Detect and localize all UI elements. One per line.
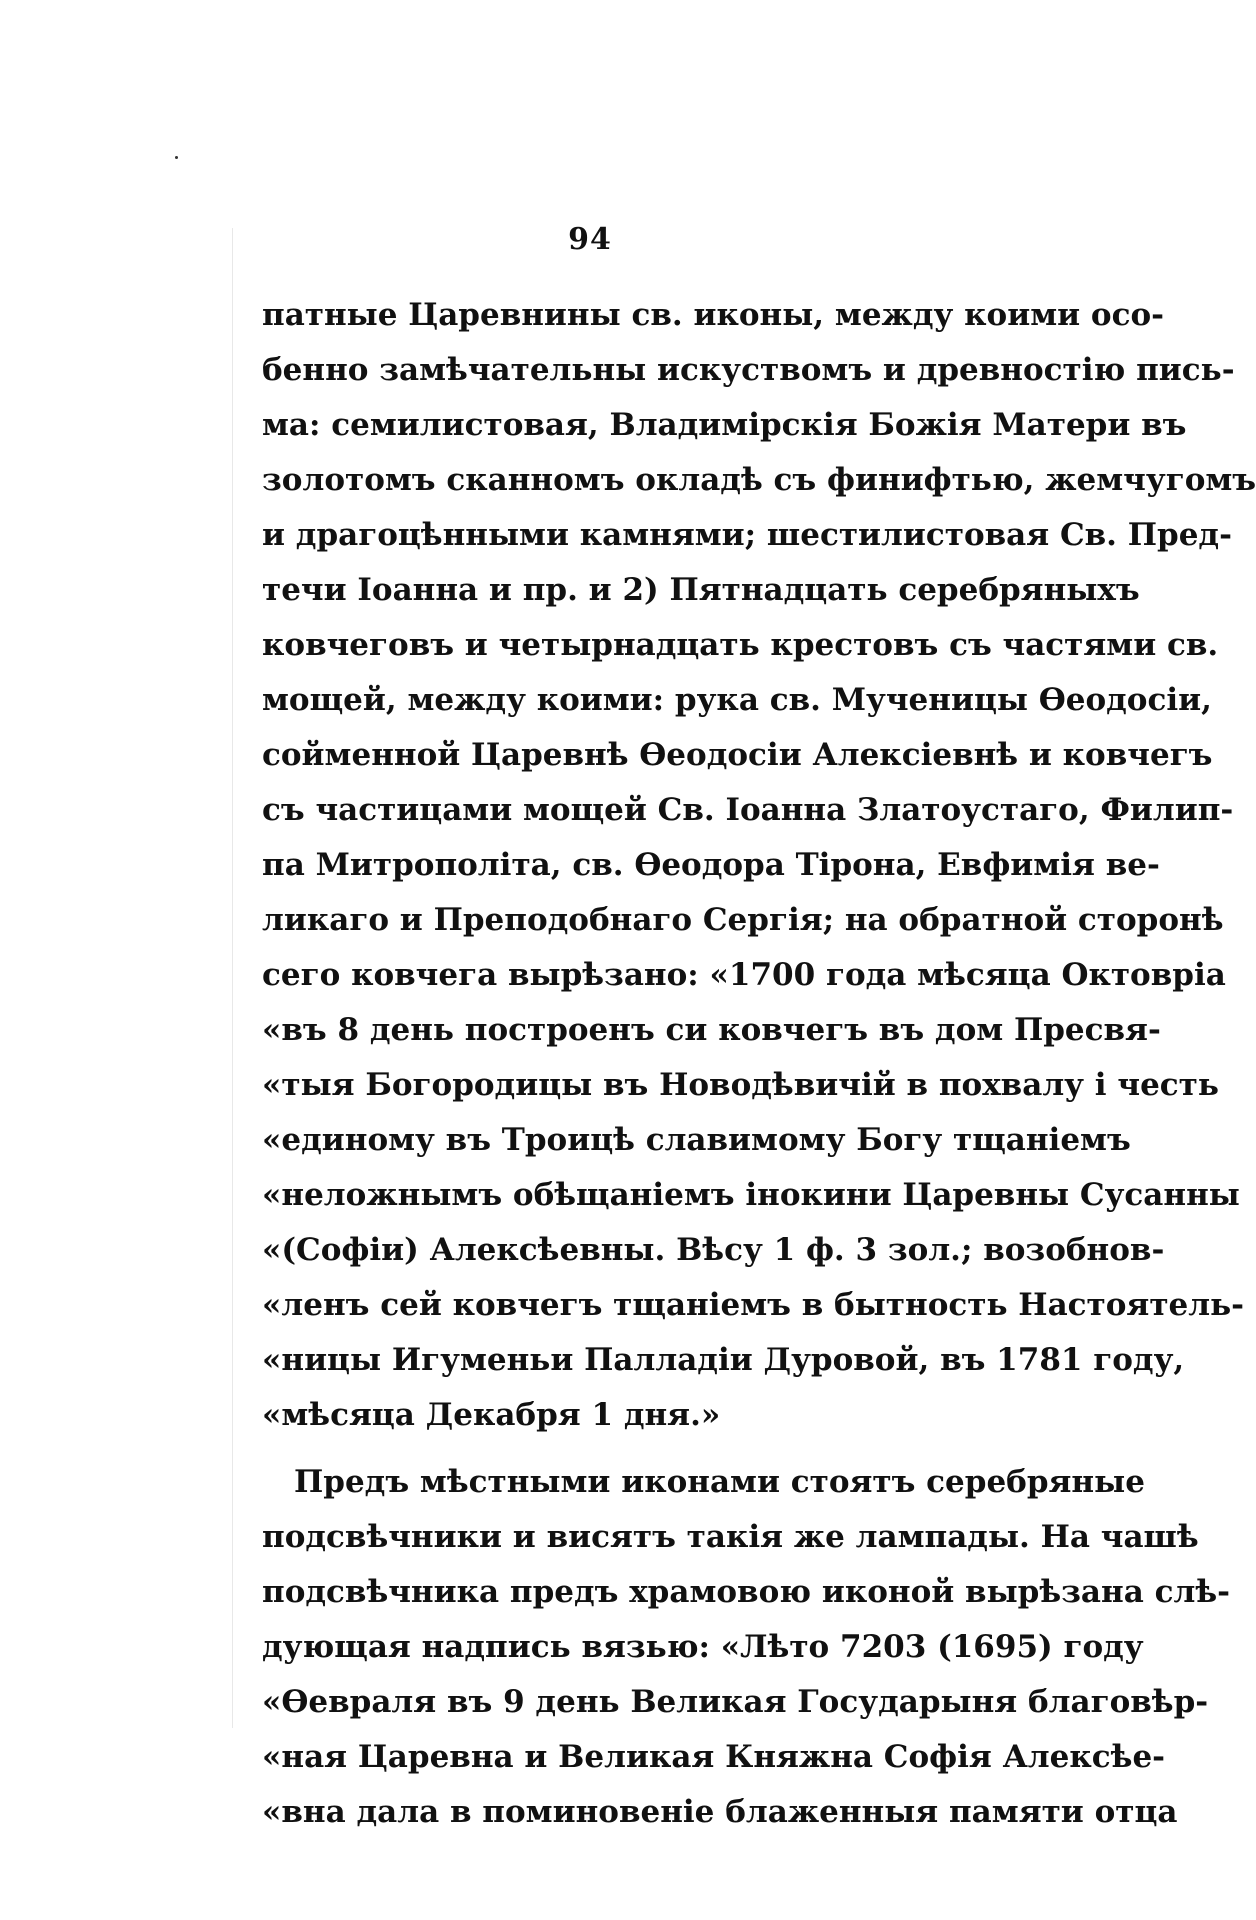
text-line: дующая надпись вязью: «Лѣто 7203 (1695) году xyxy=(262,1629,1144,1665)
text-line: ма: семилистовая, Владимірскія Божія Матери въ xyxy=(262,407,1187,443)
speck xyxy=(175,156,178,159)
text-line: сего ковчега вырѣзано: «1700 года мѣсяца Октовріа xyxy=(262,957,1226,993)
text-line: «мѣсяца Декабря 1 дня.» xyxy=(262,1397,721,1433)
text-line: съ частицами мощей Св. Іоанна Златоустаго, Филип- xyxy=(262,792,1234,828)
text-line: бенно замѣчательны искуствомъ и древностію пись- xyxy=(262,352,1235,388)
text-line: подсвѣчника предъ храмовою иконой вырѣзана слѣ- xyxy=(262,1574,1230,1610)
text-line: «ницы Игуменьи Палладіи Дуровой, въ 1781 году, xyxy=(262,1342,1185,1378)
text-line: Предъ мѣстными иконами стоятъ серебряные xyxy=(294,1464,1145,1500)
text-line: па Митрополіта, св. Өеодора Тірона, Евфимія ве- xyxy=(262,847,1160,883)
text-line: ликаго и Преподобнаго Сергія; на обратной сторонѣ xyxy=(262,902,1224,938)
paragraph-2 xyxy=(262,1455,1230,1840)
text-line: золотомъ сканномъ окладѣ съ финифтью, жемчугомъ xyxy=(262,462,1256,498)
text-line: и драгоцѣнными камнями; шестилистовая Св. Пред- xyxy=(262,517,1232,553)
text-line: «ная Царевна и Великая Княжна Софія Алексѣе- xyxy=(262,1739,1166,1775)
text-line: мощей, между коими: рука св. Мученицы Өеодосіи, xyxy=(262,682,1212,718)
paragraph-gap xyxy=(262,1443,1032,1455)
text-line: «въ 8 день построенъ си ковчегъ въ дом Пресвя- xyxy=(262,1012,1161,1048)
paragraph-1 xyxy=(262,288,1256,1443)
text-line: сойменной Царевнѣ Өеодосіи Алексіевнѣ и ковчегъ xyxy=(262,737,1213,773)
text-line: «единому въ Троицѣ славимому Богу тщаніемъ xyxy=(262,1122,1131,1158)
margin-rule xyxy=(232,228,233,1728)
page-number: 94 xyxy=(568,222,612,257)
text-line: подсвѣчники и висятъ такія же лампады. На чашѣ xyxy=(262,1519,1199,1555)
text-line: «неложнымъ обѣщаніемъ інокини Царевны Сусанны xyxy=(262,1177,1240,1213)
text-line: «ленъ сей ковчегъ тщаніемъ в бытность Настоятель- xyxy=(262,1287,1245,1323)
text-line: течи Іоанна и пр. и 2) Пятнадцать серебряныхъ xyxy=(262,572,1140,608)
text-line: «вна дала в поминовеніе блаженныя памяти отца xyxy=(262,1794,1178,1830)
text-line: патные Царевнины св. иконы, между коими осо- xyxy=(262,297,1165,333)
text-line: «тыя Богородицы въ Новодѣвичій в похвалу і честь xyxy=(262,1067,1219,1103)
text-line: «(Софіи) Алексѣевны. Вѣсу 1 ф. 3 зол.; возобнов- xyxy=(262,1232,1165,1268)
text-line: ковчеговъ и четырнадцать крестовъ съ частями св. xyxy=(262,627,1219,663)
body-text xyxy=(262,288,1256,1840)
text-line: «Өевраля въ 9 день Великая Государыня благовѣр- xyxy=(262,1684,1209,1720)
